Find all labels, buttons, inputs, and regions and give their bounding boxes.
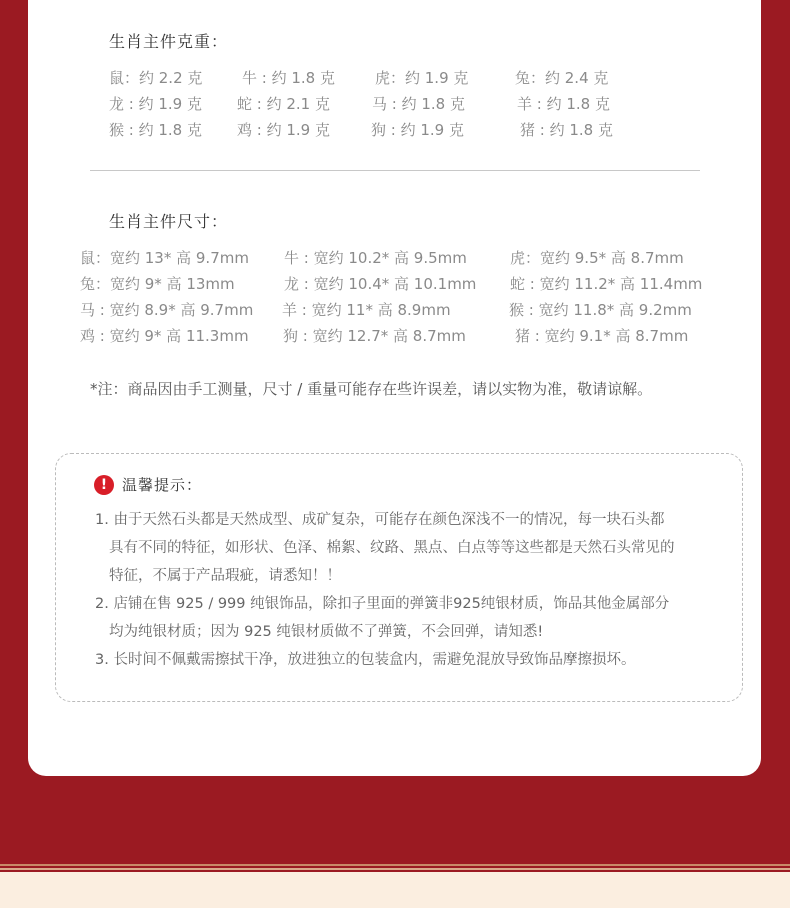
weight-cell: 鼠：约 2.2 克 — [109, 69, 203, 87]
size-cell: 狗 : 宽约 12.7* 高 8.7mm — [283, 327, 466, 345]
weight-cell: 蛇 : 约 2.1 克 — [237, 95, 330, 113]
size-cell: 兔：宽约 9* 高 13mm — [80, 275, 235, 293]
weight-cell: 鸡 : 约 1.9 克 — [237, 121, 330, 139]
tips-line: 2. 店铺在售 925 / 999 纯银饰品，除扣子里面的弹簧非925纯银材质，饰品其他金属部分 — [95, 596, 670, 612]
tips-line: 1. 由于天然石头都是天然成型、成矿复杂，可能存在颜色深浅不一的情况，每一块石头都 — [95, 512, 665, 528]
size-section-title: 生肖主件尺寸： — [109, 212, 229, 231]
tips-header — [94, 474, 202, 495]
size-cell: 牛 : 宽约 10.2* 高 9.5mm — [284, 249, 467, 267]
section-divider — [90, 170, 700, 171]
weight-cell: 龙 : 约 1.9 克 — [109, 95, 202, 113]
tips-box — [55, 453, 743, 702]
weight-cell: 虎：约 1.9 克 — [375, 69, 469, 87]
footer-band — [0, 872, 790, 908]
weight-cell: 兔：约 2.4 克 — [515, 69, 609, 87]
size-cell: 鼠：宽约 13* 高 9.7mm — [80, 249, 249, 267]
size-cell: 龙 : 宽约 10.4* 高 10.1mm — [284, 275, 477, 293]
size-cell: 羊 : 宽约 11* 高 8.9mm — [282, 301, 451, 319]
weight-cell: 羊 : 约 1.8 克 — [517, 95, 610, 113]
footer-border — [0, 868, 790, 870]
tips-line: 3. 长时间不佩戴需擦拭干净，放进独立的包装盒内，需避免混放导致饰品摩擦损坏。 — [95, 652, 636, 668]
tips-line: 均为纯银材质；因为 925 纯银材质做不了弹簧，不会回弹，请知悉! — [109, 624, 544, 640]
measurement-note: *注：商品因由手工测量，尺寸 / 重量可能存在些许误差，请以实物为准，敬请谅解。 — [90, 380, 653, 398]
size-cell: 马 : 宽约 8.9* 高 9.7mm — [80, 301, 254, 319]
size-cell: 虎：宽约 9.5* 高 8.7mm — [510, 249, 684, 267]
size-cell: 猪 : 宽约 9.1* 高 8.7mm — [515, 327, 689, 345]
size-cell: 蛇 : 宽约 11.2* 高 11.4mm — [510, 275, 703, 293]
tips-line: 特征，不属于产品瑕疵，请悉知！！ — [109, 568, 341, 584]
weight-cell: 狗 : 约 1.9 克 — [371, 121, 464, 139]
exclamation-icon: ! — [94, 475, 114, 495]
tips-line: 具有不同的特征，如形状、色泽、棉絮、纹路、黑点、白点等等这些都是天然石头常见的 — [109, 540, 675, 556]
tips-title: 温馨提示： — [122, 476, 203, 494]
weight-cell: 猴 : 约 1.8 克 — [109, 121, 202, 139]
weight-section-title: 生肖主件克重： — [109, 32, 229, 51]
size-cell: 鸡 : 宽约 9* 高 11.3mm — [80, 327, 249, 345]
size-cell: 猴 : 宽约 11.8* 高 9.2mm — [509, 301, 692, 319]
footer-border — [0, 864, 790, 866]
weight-cell: 猪 : 约 1.8 克 — [520, 121, 613, 139]
weight-cell: 牛 : 约 1.8 克 — [242, 69, 335, 87]
info-card — [28, 0, 761, 776]
weight-cell: 马 : 约 1.8 克 — [372, 95, 465, 113]
